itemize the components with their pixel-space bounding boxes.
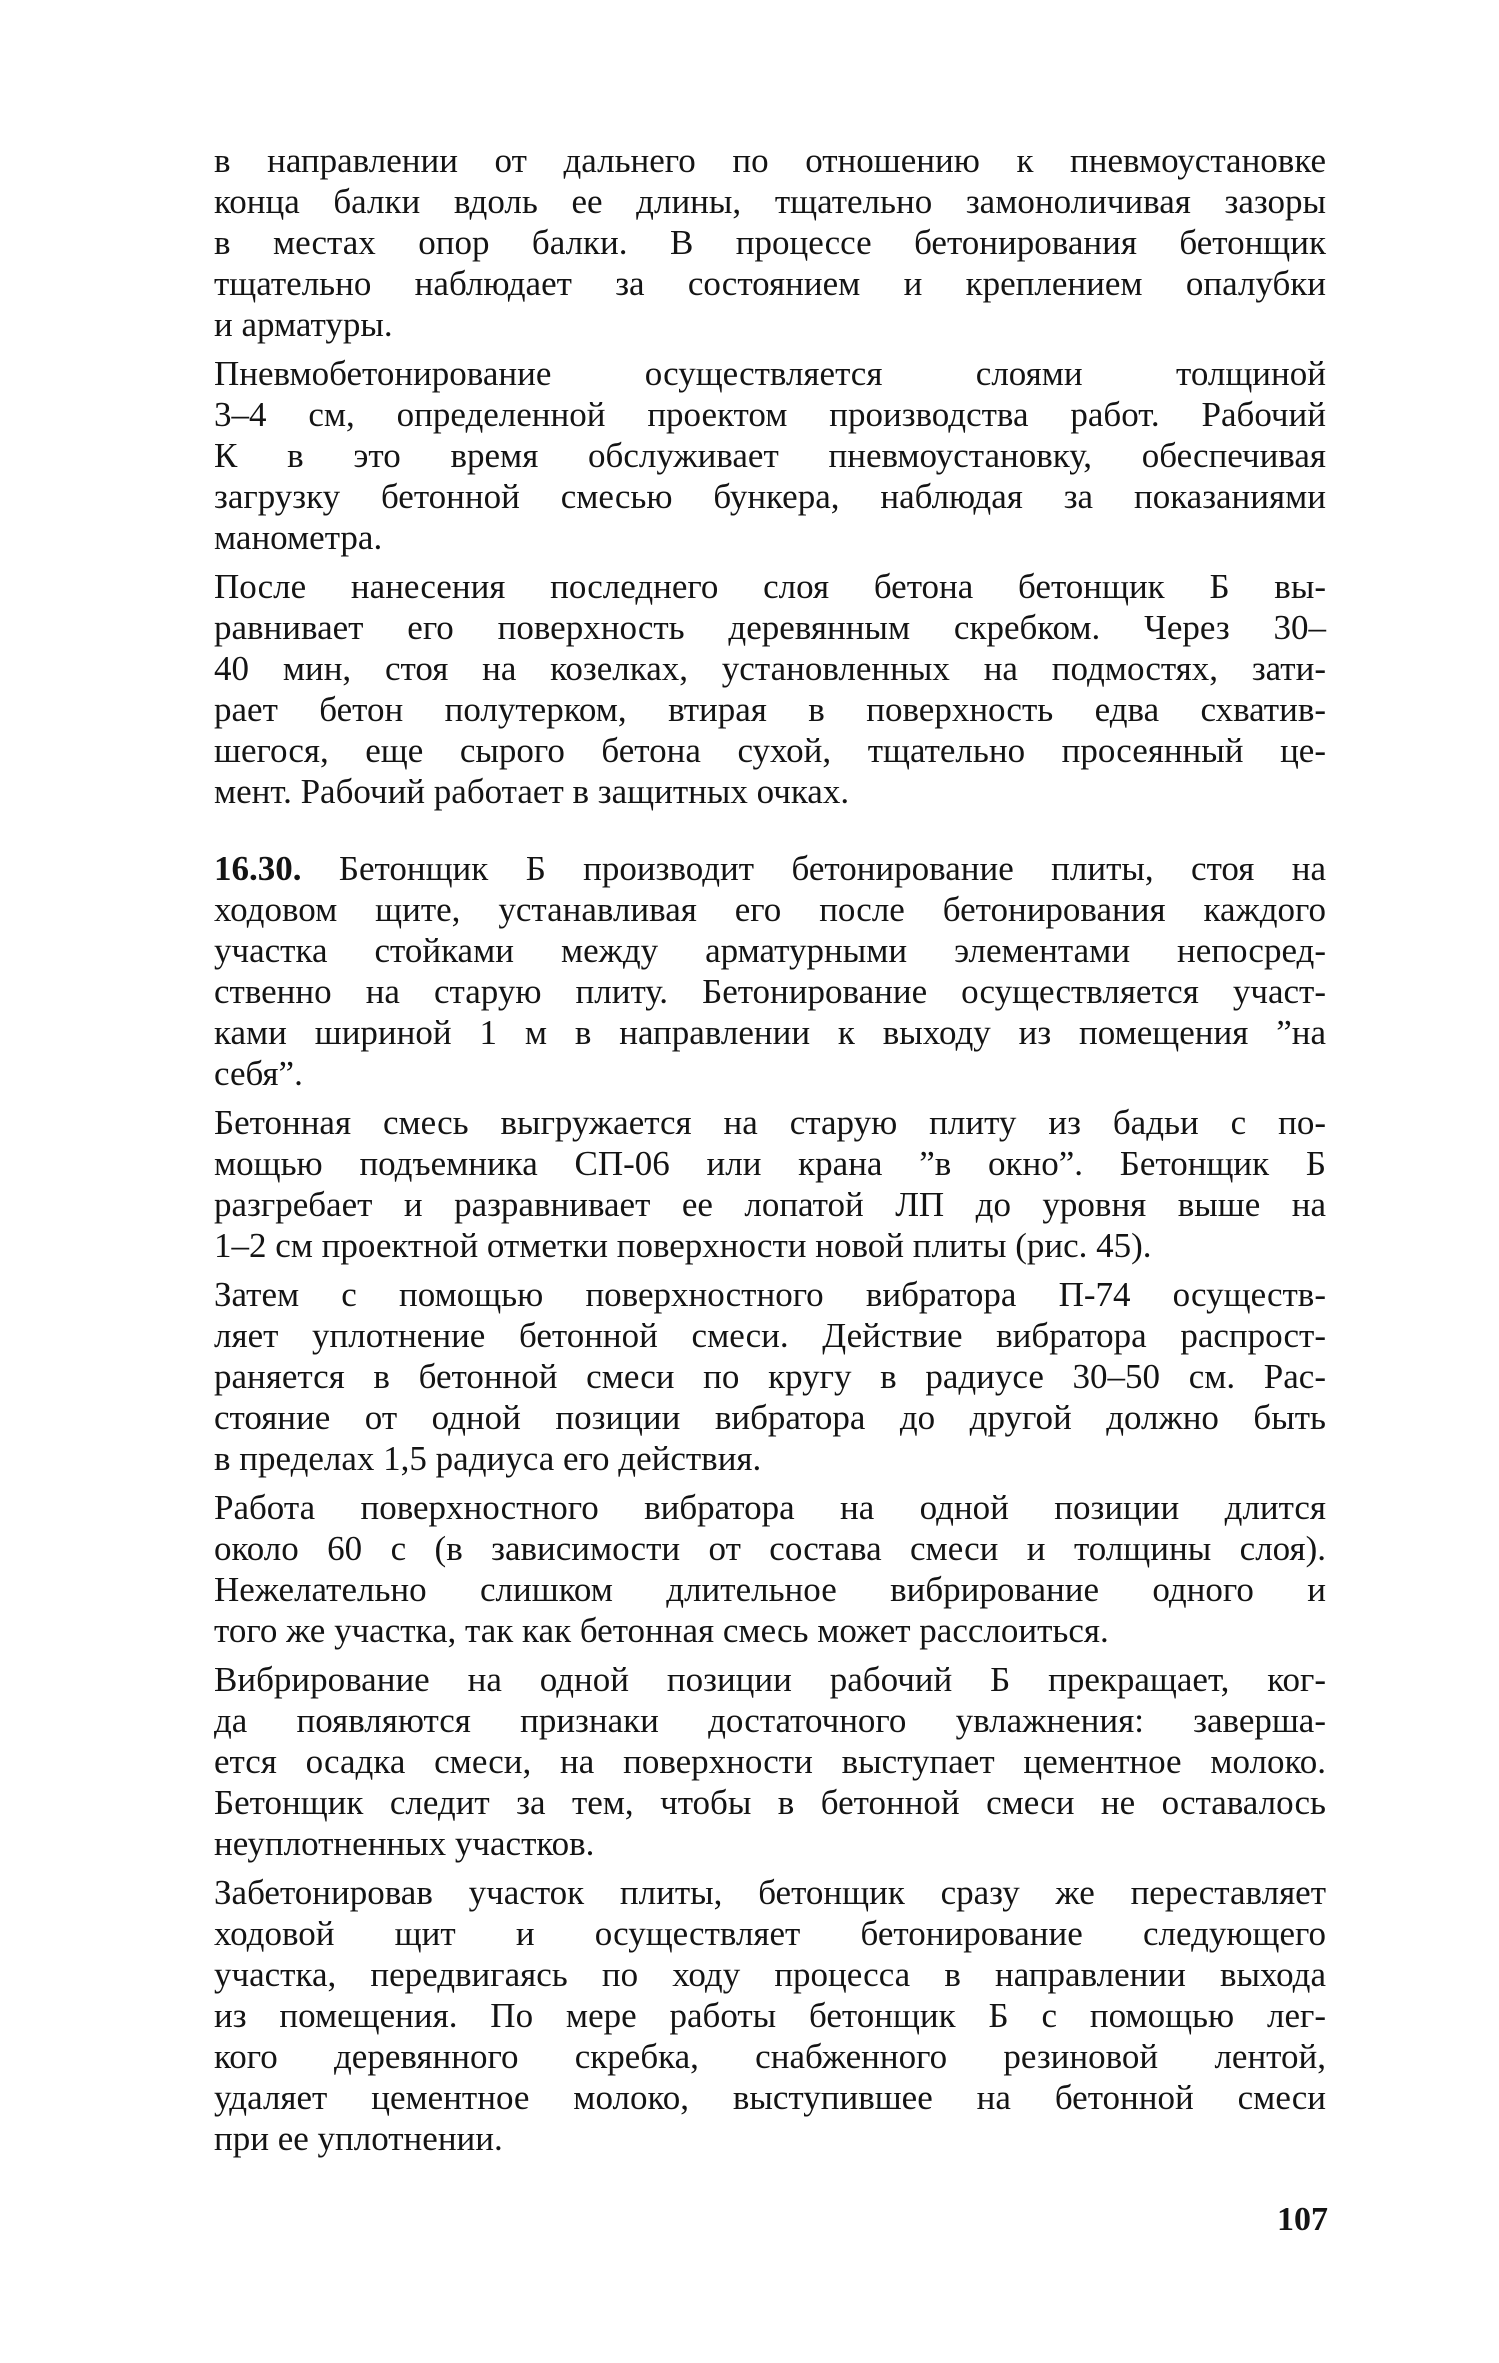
text-line: кого деревянного скребка, снабженного резиновой лентой, [214,2037,1326,2076]
text-line: в местах опор балки. В процессе бетонирования бетонщик [214,223,1326,262]
text-line: неуплотненных участков. [214,1824,595,1863]
paragraph-6 [214,1274,1326,1479]
text-line: да появляются признаки достаточного увлажнения: заверша- [214,1701,1326,1740]
text-line: Нежелательно слишком длительное вибрирование одного и [214,1570,1326,1609]
text-line: ходовой щит и осуществляет бетонирование следующего [214,1914,1326,1953]
text-line: в направлении от дальнего по отношению к пневмоустановке [214,141,1326,180]
text-line: Работа поверхностного вибратора на одной позиции длится [214,1488,1326,1527]
text-line: в пределах 1,5 радиуса его действия. [214,1439,762,1478]
text-line: После нанесения последнего слоя бетона бетонщик Б вы- [214,567,1326,606]
text-line: ется осадка смеси, на поверхности выступает цементное молоко. [214,1742,1326,1781]
text-line: рает бетон полутерком, втирая в поверхность едва схватив- [214,690,1326,729]
text-line: 1–2 см проектной отметки поверхности новой плиты (рис. 45). [214,1226,1152,1265]
text-line: тщательно наблюдает за состоянием и креплением опалубки [214,264,1326,303]
text-line: манометра. [214,518,383,557]
text-line: около 60 с (в зависимости от состава смеси и толщины слоя). [214,1529,1326,1568]
section-number: 16.30. [214,849,302,888]
text-line: при ее уплотнении. [214,2119,503,2158]
section-16-30 [214,848,1326,1094]
section-first-line-text: Бетонщик Б производит бетонирование плиты, стоя на [338,849,1327,888]
section-first-line [214,848,1326,889]
paragraph-9 [214,1872,1326,2159]
text-line: К в это время обслуживает пневмоустановку, обеспечивая [214,436,1326,475]
paragraph-7 [214,1487,1326,1651]
text-line: раняется в бетонной смеси по кругу в радиусе 30–50 см. Рас- [214,1357,1326,1396]
text-line: Бетонщик следит за тем, чтобы в бетонной смеси не оставалось [214,1783,1326,1822]
paragraph-2 [214,353,1326,558]
text-line: участка, передвигаясь по ходу процесса в направлении выхода [214,1955,1326,1994]
page-body [214,140,1326,2167]
paragraph-8 [214,1659,1326,1864]
paragraph-1 [214,140,1326,345]
text-line: себя”. [214,1054,303,1093]
text-line: удаляет цементное молоко, выступившее на бетонной смеси [214,2078,1326,2117]
text-line: ственно на старую плиту. Бетонирование осуществляется участ- [214,972,1326,1011]
paragraph-5 [214,1102,1326,1266]
text-line: 3–4 см, определенной проектом производства работ. Рабочий [214,395,1326,434]
text-line: стояние от одной позиции вибратора до другой должно быть [214,1398,1326,1437]
text-line: ходовом щите, устанавливая его после бетонирования каждого [214,890,1326,929]
text-line: загрузку бетонной смесью бункера, наблюдая за показаниями [214,477,1326,516]
text-line: шегося, еще сырого бетона сухой, тщательно просеянный це- [214,731,1326,770]
text-line: ками шириной 1 м в направлении к выходу из помещения ”на [214,1013,1326,1052]
paragraph-3 [214,566,1326,812]
text-line: Забетонировав участок плиты, бетонщик сразу же переставляет [214,1873,1326,1912]
text-line: конца балки вдоль ее длины, тщательно замоноличивая зазоры [214,182,1326,221]
text-line: того же участка, так как бетонная смесь может расслоиться. [214,1611,1109,1650]
text-line: мощью подъемника СП-06 или крана ”в окно”. Бетонщик Б [214,1144,1326,1183]
text-line: Вибрирование на одной позиции рабочий Б прекращает, ког- [214,1660,1326,1699]
page-number: 107 [1277,2201,1328,2238]
text-line: из помещения. По мере работы бетонщик Б с помощью лег- [214,1996,1326,2035]
text-line: Затем с помощью поверхностного вибратора П-74 осуществ- [214,1275,1326,1314]
text-line: и арматуры. [214,305,393,344]
text-line: разгребает и разравнивает ее лопатой ЛП до уровня выше на [214,1185,1326,1224]
text-line: Пневмобетонирование осуществляется слоями толщиной [214,354,1326,393]
text-line: Бетонная смесь выгружается на старую плиту из бадьи с по- [214,1103,1326,1142]
text-line: ляет уплотнение бетонной смеси. Действие вибратора распрост- [214,1316,1326,1355]
text-line: 40 мин, стоя на козелках, установленных на подмостях, зати- [214,649,1326,688]
text-line: участка стойками между арматурными элементами непосред- [214,931,1326,970]
text-line: равнивает его поверхность деревянным скребком. Через 30– [214,608,1326,647]
text-line: мент. Рабочий работает в защитных очках. [214,772,850,811]
